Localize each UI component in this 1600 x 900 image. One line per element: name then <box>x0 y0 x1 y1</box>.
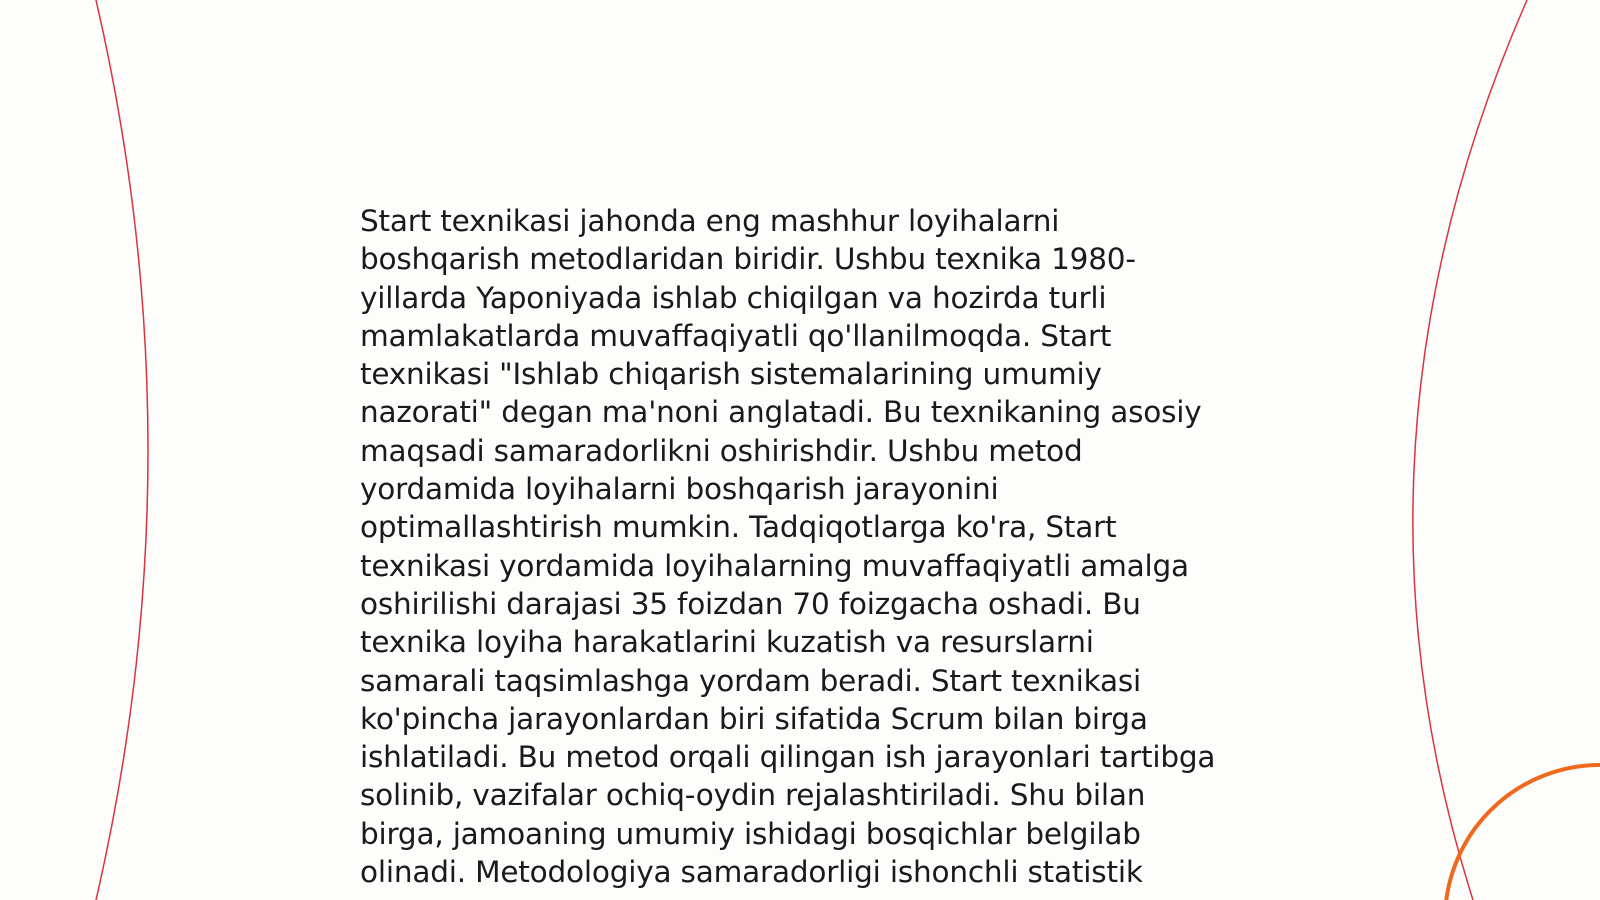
body-text: Start texnikasi jahonda eng mashhur loyihalarni boshqarish metodlaridan biridir. Ushbu texnika 1980- yillarda Yaponiyada ishlab chiqilgan va hozirda turli mamlakatlarda muvaffaqiyatli qo'llanilmoqda. Start texnikasi "Ishlab chiqarish sistemalarining umumiy nazorati" degan ma'noni anglatadi. Bu texnikaning asosiy maqsadi samaradorlikni oshirishdir. Ushbu metod yordamida loyihalarni boshqarish jarayonini optimallashtirish mumkin. Tadqiqotlarga ko'ra, Start texnikasi yordamida loyihalarning muvaffaqiyatli amalga oshirilishi darajasi 35 foizdan 70 foizgacha oshadi. Bu texnika loyiha harakatlarini kuzatish va resurslarni samarali taqsimlashga yordam beradi. Start texnikasi ko'pincha jarayonlardan biri sifatida Scrum bilan birga ishlatiladi. Bu metod orqali qilingan ish jarayonlari tartibga solinib, vazifalar ochiq-oydin rejalashtiriladi. Shu bilan birga, jamoaning umumiy ishidagi bosqichlar belgilab olinadi. Metodologiya samaradorligi ishonchli statistik <box>360 204 1216 890</box>
right-curved-line <box>1413 0 1527 900</box>
left-curved-line <box>96 0 148 900</box>
orange-arc <box>1445 765 1600 900</box>
